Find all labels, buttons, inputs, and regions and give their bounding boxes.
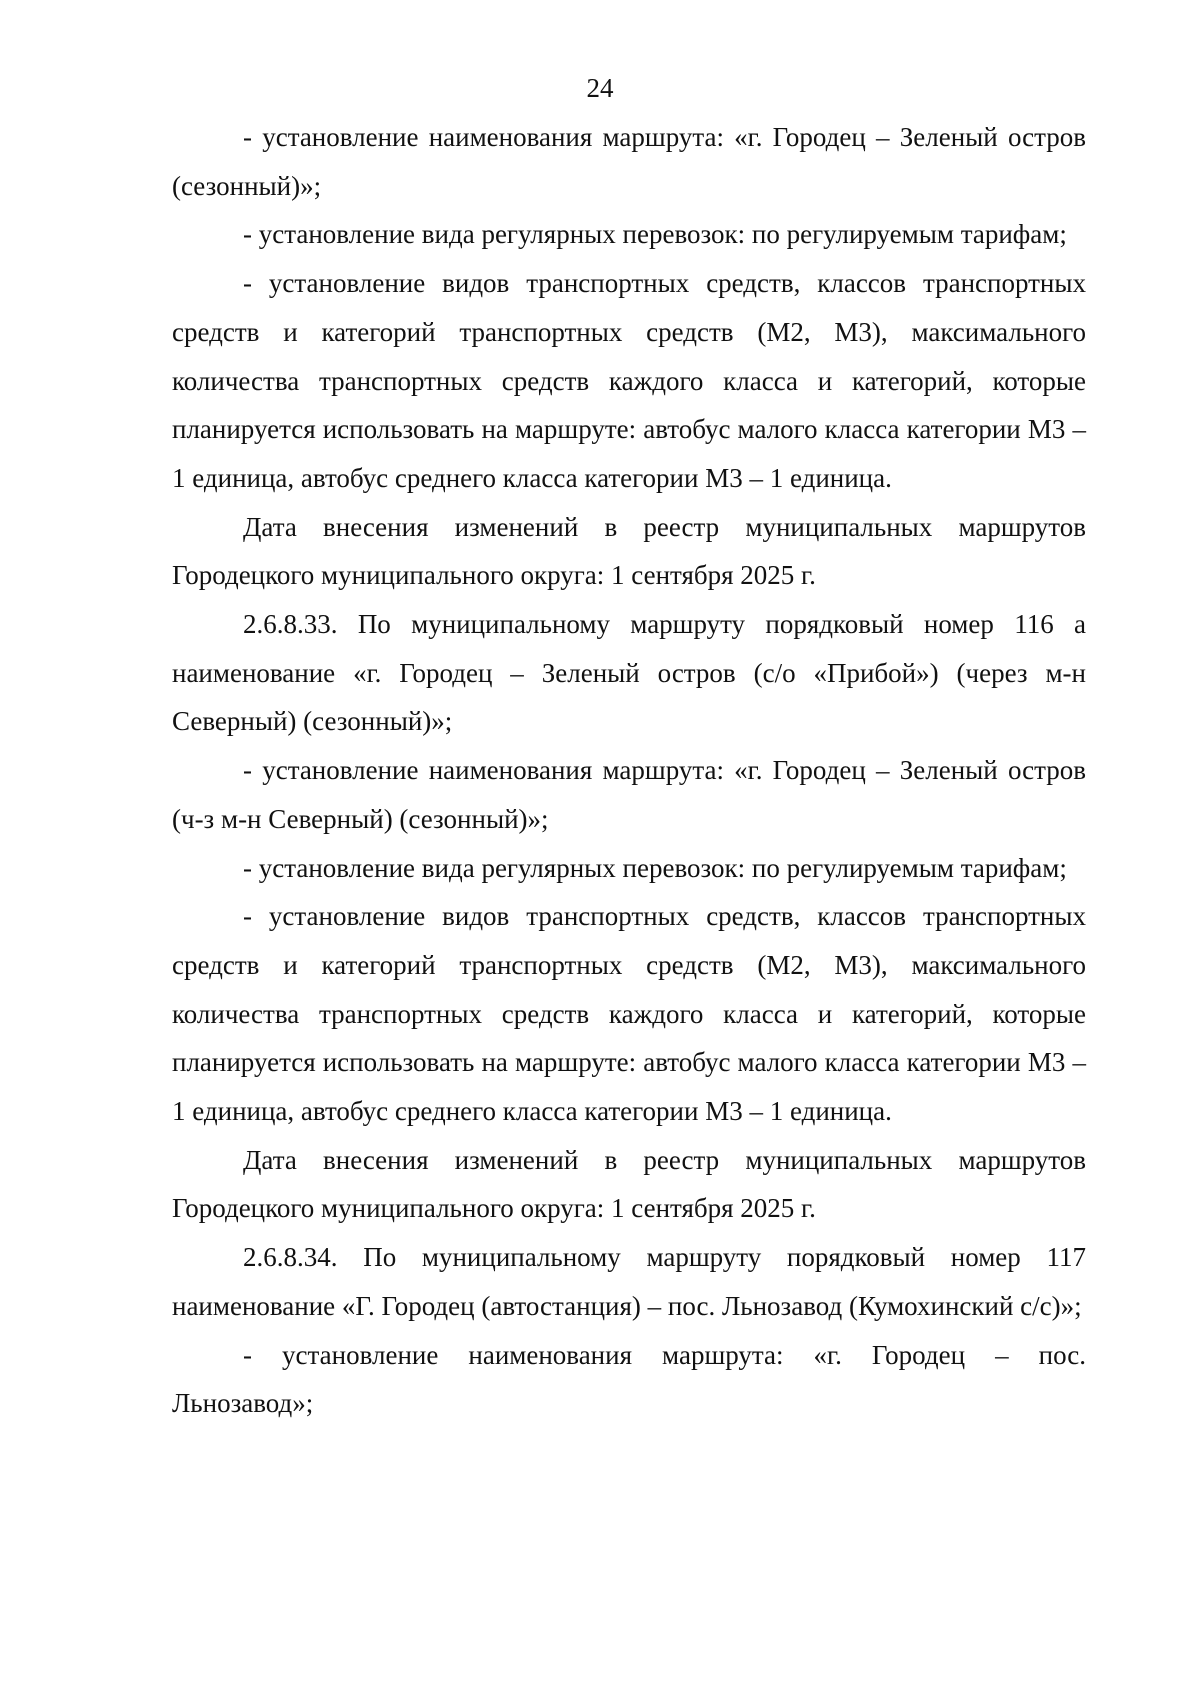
- page-number: 24: [586, 73, 614, 103]
- paragraph-registry-date: Дата внесения изменений в реестр муниципальных маршрутов Городецкого муниципального округа: 1 сентября 2025 г.: [172, 1144, 1086, 1224]
- paragraph-vehicle-classes: - установление видов транспортных средств, классов транспортных средств и категорий транспортных средств (М2, М3), максимального количества транспортных средств каждого класса и категорий, которые планируется использовать на маршруте: автобус малого класса категории М3 – 1 единица, автобус среднего класса категории М3 – 1 единица.: [172, 901, 1086, 1127]
- document-body: [172, 113, 1086, 1428]
- paragraph-route-name: - установление наименования маршрута: «г. Городец – Зеленый остров (сезонный)»;: [172, 122, 1086, 201]
- paragraph-registry-date: Дата внесения изменений в реестр муниципальных маршрутов Городецкого муниципального округа: 1 сентября 2025 г.: [172, 511, 1086, 591]
- paragraph-vehicle-classes: - установление видов транспортных средств, классов транспортных средств и категорий транспортных средств (М2, М3), максимального количества транспортных средств каждого класса и категорий, которые планируется использовать на маршруте: автобус малого класса категории М3 – 1 единица, автобус среднего класса категории М3 – 1 единица.: [172, 268, 1086, 493]
- paragraph-route-name: - установление наименования маршрута: «г. Городец – Зеленый остров (ч-з м-н Северный) (сезонный)»;: [172, 755, 1086, 834]
- paragraph-transport-type: - установление вида регулярных перевозок: по регулируемым тарифам;: [243, 219, 1067, 250]
- paragraph-transport-type: - установление вида регулярных перевозок: по регулируемым тарифам;: [243, 852, 1067, 883]
- paragraph-section-2-6-8-33: 2.6.8.33. По муниципальному маршруту порядковый номер 116 а наименование «г. Городец – Зеленый остров (с/о «Прибой») (через м-н Северный) (сезонный)»;: [172, 609, 1086, 737]
- paragraph-route-name: - установление наименования маршрута: «г. Городец – пос. Льнозавод»;: [172, 1339, 1086, 1419]
- paragraph-section-2-6-8-34: 2.6.8.34. По муниципальному маршруту порядковый номер 117 наименование «Г. Городец (автостанция) – пос. Льнозавод (Кумохинский с/с)»;: [172, 1242, 1086, 1321]
